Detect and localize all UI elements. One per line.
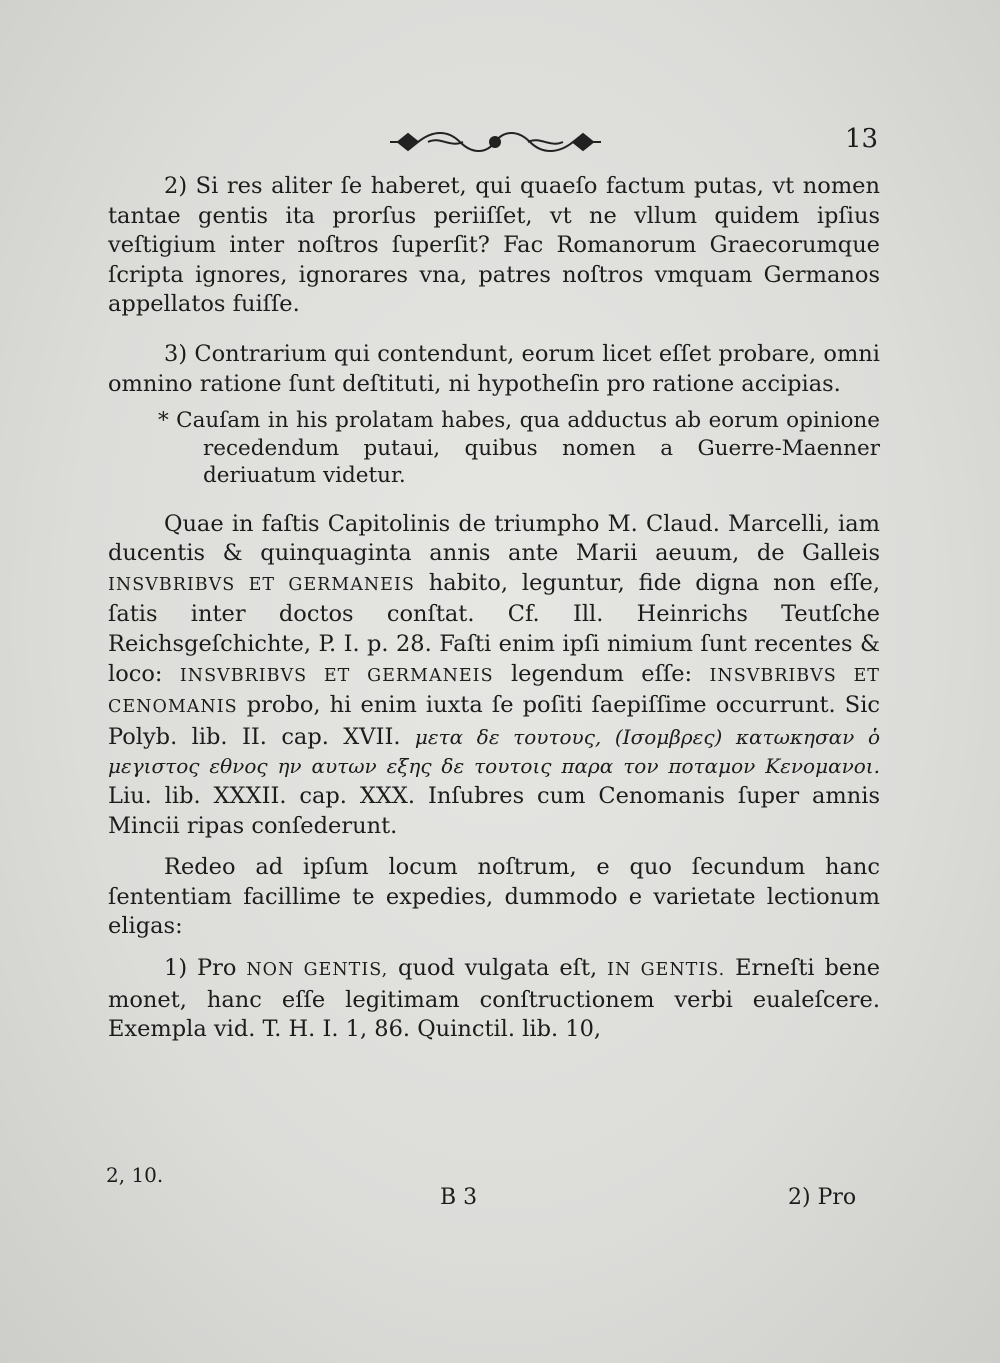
paragraph-pro-non-gentis [108,954,880,1045]
paragraph-3: 3) Contrarium qui contendunt, eorum licet eſſet probare, omni omnino ratione ſunt deſtituti, ni hypotheſin pro ratione accipias. [108,340,880,397]
signature-mark: B 3 [440,1185,478,1210]
text-run: Quae in faſtis Capitolinis de triumpho M. Claud. Marcelli, iam ducentis & quinquaginta annis ante Marii aeuum, de Galleis [108,510,880,567]
header-ornament [388,126,603,158]
paragraph-2: 2) Si res aliter ſe haberet, qui quaeſo factum putas, vt nomen tantae gentis ita prorſus periiſſet, vt ne vllum quidem ipſius veſtigium inter noſtros ſuperſit? Fac Romanorum Graecorumque ſcripta ignores, ignorares vna, patres noſtros vmquam Germanos appellatos fuiſſe. [108,173,880,318]
line-continuation: 2, 10. [106,1163,164,1187]
paragraph-redeo: Redeo ad ipſum locum noſtrum, e quo ſecundum hanc ſententiam facillime te expedies, dummodo e varietate lectionum eligas: [108,854,880,940]
paragraph-fasti [108,510,880,842]
text-run: habito, leguntur, fide digna non eſſe, ſatis inter doctos conſtat. Cf. Ill. Heinrichs Teutſche Reichsgeſchichte, P. I. p. 28. Faſti enim ipſi nimium ſunt recentes & loco: [108,569,880,687]
small-caps-run: INSVBRIBVS ET GERMANEIS [179,665,494,686]
text-run: 1) Pro [164,954,237,981]
main-text [108,172,880,1045]
page-number: 13 [845,124,879,154]
text-run: Erneſti bene monet, hanc eſſe legitimam conſtructionem verbi eualeſcere. Exempla vid. T. H. I. 1, 86. Quinctil. lib. 10, [108,954,881,1043]
footnote: * Cauſam in his prolatam habes, qua adductus ab eorum opinione recedendum putaui, quibus nomen a Guerre-Maenner deriuatum videtur. [158,408,880,489]
small-caps-run: IN GENTIS. [607,959,726,980]
text-run: quod vulgata eſt, [398,954,598,981]
text-run: Liu. lib. XXXII. cap. XXX. Inſubres cum Cenomanis ſuper amnis Mincii ripas conſederunt. [108,783,880,839]
text-run: legendum eſſe: [510,660,693,687]
text-run: probo, hi enim iuxta ſe poſiti ſaepiſſime occurrunt. Sic Polyb. lib. II. cap. XVII. [108,692,881,750]
greek-quotation: μετα δε τουτους, (Ισομβρες) κατωκησαν ὁ μεγιστος εθνος ην αυτων εξης δε τουτοις παρα τον ποταμον Κενομανοι. [108,724,880,779]
catchword: 2) Pro [788,1185,857,1210]
small-caps-run: NON GENTIS, [246,959,389,980]
small-caps-run: INSVBRIBVS ET CENOMANIS [108,665,880,718]
small-caps-run: INSVBRIBVS ET GERMANEIS [108,574,415,595]
